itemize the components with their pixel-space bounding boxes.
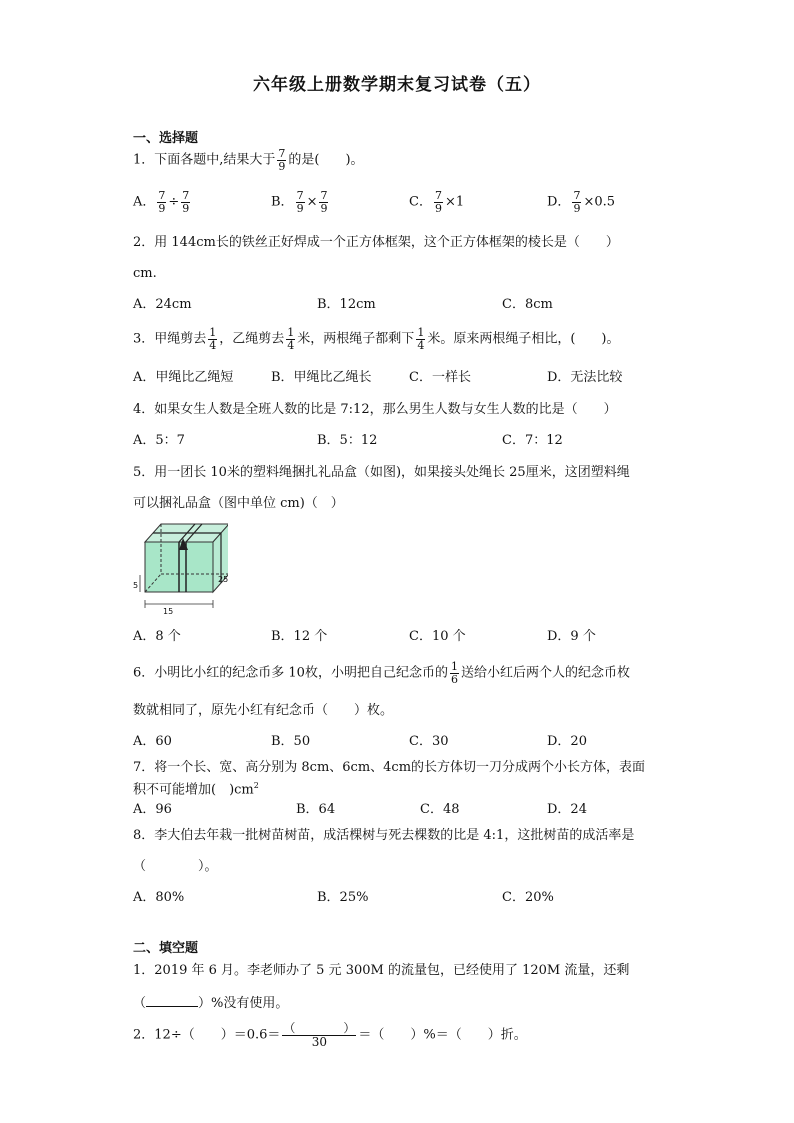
q6-option-c[interactable]: C．30 [409, 734, 449, 749]
gift-box-figure [133, 520, 228, 618]
question-5-line2: 可以捆礼品盒（图中单位 cm)（ ） [133, 496, 344, 511]
question-1: 1．下面各题中,结果大于 $\frac{7}{9}$ 的是( )。 [133, 147, 364, 173]
q1-option-b[interactable]: B． $\frac{7}{9}$ × $\frac{7}{9}$ [271, 189, 328, 215]
question-8-line2: （ ）。 [133, 859, 218, 874]
question-7-line1: 7．将一个长、宽、高分别为 8cm、6cm、4cm的长方体切一刀分成两个小长方体，表面 [133, 760, 646, 775]
q3-option-b[interactable]: B．甲绳比乙绳长 [271, 370, 372, 385]
q1-option-c[interactable]: C． $\frac{7}{9}$ ×1 [409, 189, 465, 215]
q2-option-b[interactable]: B．12cm [317, 297, 376, 312]
page-title: 六年级上册数学期末复习试卷（五） [253, 75, 541, 95]
fig-height-label: 5 [133, 581, 139, 590]
q8-option-a[interactable]: A．80% [133, 890, 185, 905]
fill-question-2: 2．12÷（ ）＝0.6＝ $\frac{( )}{30}$ ＝（ ）%＝（ ）折。 [133, 1021, 527, 1049]
q6-option-d[interactable]: D．20 [547, 734, 587, 749]
q2-option-a[interactable]: A．24cm [133, 297, 192, 312]
q6-option-a[interactable]: A．60 [133, 734, 172, 749]
q6-option-b[interactable]: B．50 [271, 734, 311, 749]
question-5-line1: 5．用一团长 10米的塑料绳捆扎礼品盒（如图)，如果接头处绳长 25厘米，这团塑料绳 [133, 465, 630, 480]
q1-option-d[interactable]: D． $\frac{7}{9}$ ×0.5 [547, 189, 616, 215]
q4-option-b[interactable]: B．5：12 [317, 433, 378, 448]
q8-option-c[interactable]: C．20% [502, 890, 554, 905]
question-6-line2: 数就相同了，原先小红有纪念币（ ）枚。 [133, 703, 394, 718]
q7-option-c[interactable]: C．48 [420, 802, 460, 817]
q3-option-c[interactable]: C．一样长 [409, 370, 471, 385]
fig-width-label: 15 [163, 607, 174, 616]
fill-question-1-line2: （ ）%没有使用。 [133, 996, 289, 1011]
q5-option-c[interactable]: C．10 个 [409, 629, 466, 644]
question-8-line1: 8．李大伯去年栽一批树苗树苗，成活棵树与死去棵数的比是 4:1，这批树苗的成活率是 [133, 828, 635, 843]
fill-1-answer-blank[interactable] [146, 994, 198, 1007]
fig-depth-label: 25 [218, 575, 228, 584]
q4-option-c[interactable]: C．7：12 [502, 433, 563, 448]
fill-question-1-line1: 1．2019 年 6 月。李老师办了 5 元 300M 的流量包，已经使用了 120M 流量，还剩 [133, 963, 630, 978]
q3-option-d[interactable]: D．无法比较 [547, 370, 623, 385]
q1-option-a[interactable]: A． $\frac{7}{9}$ ÷ $\frac{7}{9}$ [133, 189, 190, 215]
q4-option-a[interactable]: A．5：7 [133, 433, 185, 448]
question-7-line2: 积不可能增加( )$cm^2$ [133, 781, 259, 798]
q7-option-a[interactable]: A．96 [133, 802, 172, 817]
section-fill-heading: 二、填空题 [133, 941, 199, 956]
question-6-line1: 6．小明比小红的纪念币多 10枚，小明把自己纪念币的 $\frac{1}{6}$ 送给小红后两个人的纪念币枚 [133, 660, 630, 686]
section-choice-heading: 一、选择题 [133, 131, 199, 146]
question-4: 4．如果女生人数是全班人数的比是 7:12，那么男生人数与女生人数的比是（ ） [133, 402, 617, 417]
question-3: 3．甲绳剪去 $\frac{1}{4}$ ，乙绳剪去 $\frac{1}{4}$ 米，两根绳子都剩下 $\frac{1}{4}$ 米。原来两根绳子相比，( )。 [133, 326, 620, 352]
q5-option-b[interactable]: B．12 个 [271, 629, 328, 644]
question-2-line2: cm. [133, 266, 157, 281]
question-2-line1: 2．用 144cm长的铁丝正好焊成一个正方体框架，这个正方体框架的棱长是（ ） [133, 235, 619, 250]
q3-option-a[interactable]: A．甲绳比乙绳短 [133, 370, 234, 385]
q2-option-c[interactable]: C．8cm [502, 297, 553, 312]
q7-option-d[interactable]: D．24 [547, 802, 587, 817]
q5-option-d[interactable]: D．9 个 [547, 629, 596, 644]
q7-option-b[interactable]: B．64 [296, 802, 336, 817]
q8-option-b[interactable]: B．25% [317, 890, 369, 905]
q5-option-a[interactable]: A．8 个 [133, 629, 181, 644]
